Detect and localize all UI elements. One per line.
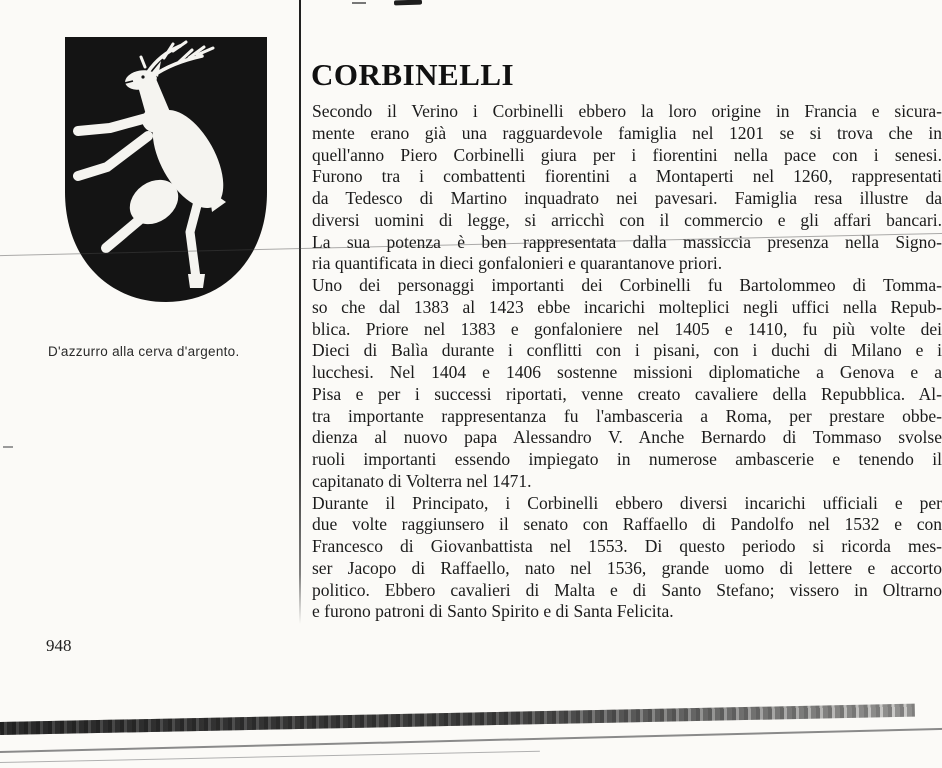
column-divider <box>299 0 301 624</box>
scan-artifact-smudge <box>394 0 422 5</box>
body-line: dienza al nuovo papa Alessandro V. Anche Bernardo di Tommaso svolse <box>312 427 942 448</box>
body-line: Furono tra i combattenti fiorentini a Montaperti nel 1260, rappresentati <box>312 166 942 187</box>
body-line: Pisa e per i successi riportati, venne creato cavaliere della Repubblica. Al- <box>312 383 942 404</box>
page-title: CORBINELLI <box>311 56 515 92</box>
body-line: da Tedesco di Martino inquadrato nei pavesari. Famiglia resa illustre da <box>312 188 942 208</box>
body-line: ria quantificata in dieci gonfalonieri e quarantanove priori. <box>312 253 723 274</box>
body-line: ruoli importanti essendo impiegato in numerose ambascerie e tenendo il <box>312 449 942 469</box>
coat-of-arms-image <box>62 34 270 306</box>
body-line: so che dal 1383 al 1423 ebbe incarichi molteplici negli uffici nella Repub- <box>312 296 942 317</box>
body-line: e furono patroni di Santo Spirito e di Santa Felicita. <box>312 601 674 622</box>
body-line: Durante il Principato, i Corbinelli ebbero diversi incarichi ufficiali e per <box>312 492 942 513</box>
scan-artifact-page-edge-line-2 <box>0 751 540 763</box>
body-text <box>312 101 942 623</box>
body-line: capitanato di Volterra nel 1471. <box>312 470 532 491</box>
body-line: tra importante rappresentanza fu l'ambasceria a Roma, per prestare obbe- <box>312 405 942 426</box>
body-line: politico. Ebbero cavalieri di Malta e di Santo Stefano; vissero in Oltrarno <box>312 579 942 600</box>
scan-artifact-smudge-small <box>352 2 366 4</box>
body-line: Uno dei personaggi importanti dei Corbinelli fu Bartolommeo di Tomma- <box>312 275 942 295</box>
body-line: Francesco di Giovanbattista nel 1553. Di questo periodo si ricorda mes- <box>312 536 942 556</box>
body-line: quell'anno Piero Corbinelli giura per i fiorentini nella pace con i senesi. <box>312 144 942 165</box>
shield-icon <box>62 34 270 306</box>
body-line: blica. Priore nel 1383 e gonfaloniere nel 1405 e 1410, fu più volte dei <box>312 318 942 339</box>
body-line: Secondo il Verino i Corbinelli ebbero la loro origine in Francia e sicura- <box>312 101 942 121</box>
scan-artifact-dash <box>3 446 13 448</box>
body-line: ser Jacopo di Raffaello, nato nel 1536, grande uomo di lettere e accorto <box>312 557 942 578</box>
blazon-caption: D'azzurro alla cerva d'argento. <box>48 344 240 359</box>
body-line: lucchesi. Nel 1404 e 1406 sostenne missioni diplomatiche a Genova e a <box>312 362 942 382</box>
body-line: diversi uomini di legge, si arricchì con il commercio e gli affari bancari. <box>312 209 942 230</box>
deer-eye <box>141 75 144 78</box>
body-line: due volte raggiunsero il senato con Raffaello di Pandolfo nel 1532 e con <box>312 514 942 535</box>
scan-artifact-page-edge-band <box>0 704 915 735</box>
page-number: 948 <box>46 636 72 655</box>
body-line: La sua potenza è ben rappresentata dalla massiccia presenza nella Signo- <box>312 231 942 252</box>
body-line: mente erano già una ragguardevole famiglia nel 1201 se si trova che in <box>312 122 942 143</box>
body-line: Dieci di Balìa durante i conflitti con i pisani, con i duchi di Milano e i <box>312 340 942 361</box>
